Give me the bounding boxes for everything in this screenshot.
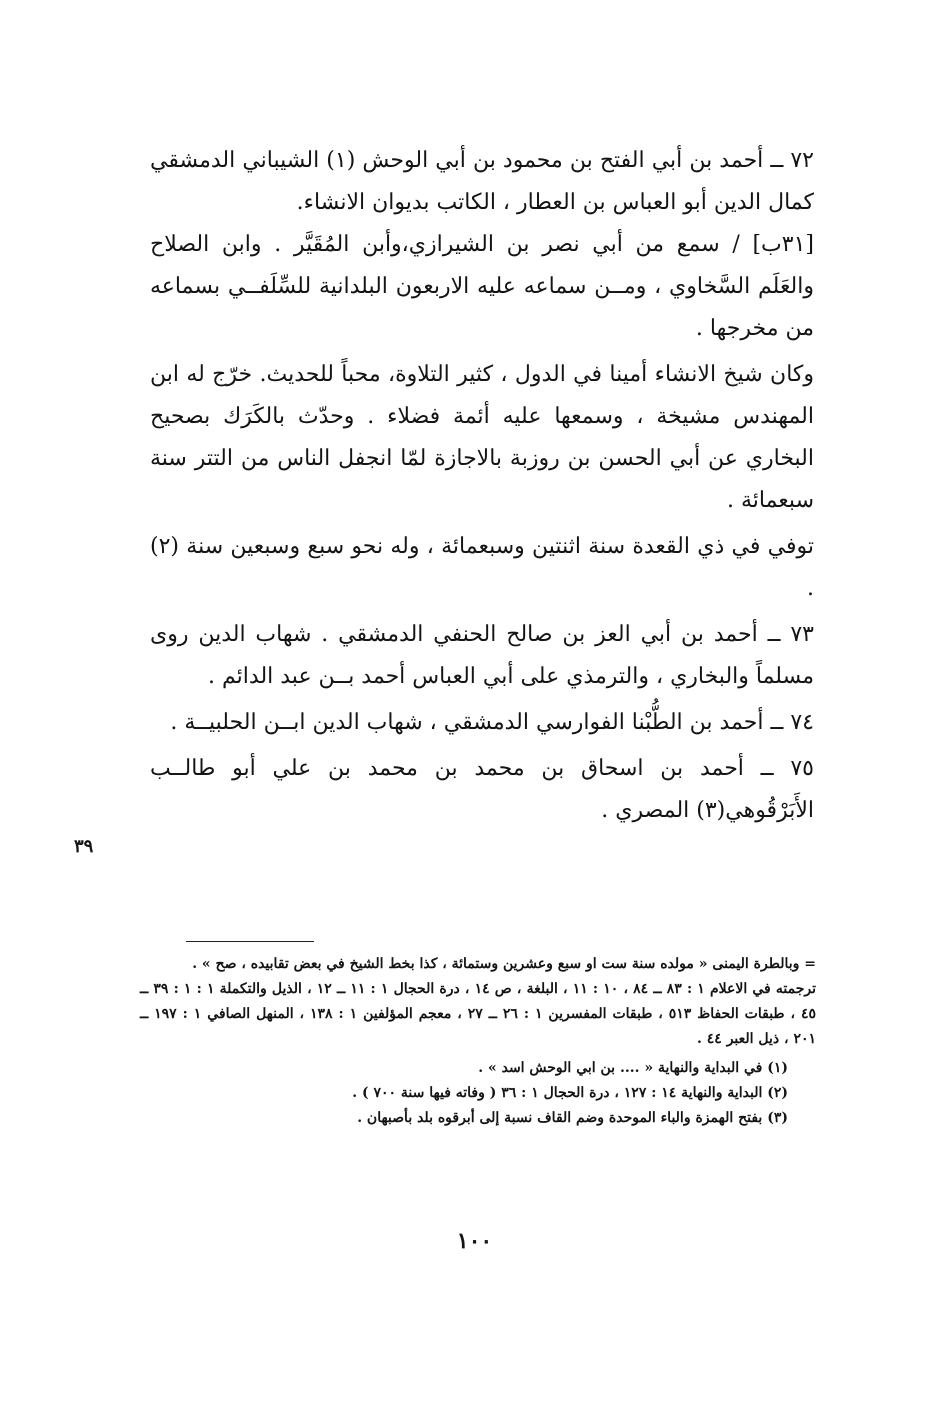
entry-73: ٧٣ ــ أحمد بن أبي العز بن صالح الحنفي الدمشقي . شهاب الدين روى مسلماً والبخاري ، والترمذي على أبي العباس أحمد بــن عبد الدائم . [150,622,814,689]
footnote-biography-sources: ترجمته في الاعلام ١ : ٨٣ ــ ٨٤ ، ١٠ : ١١ ، البلغة ، ص ١٤ ، درة الحجال ١ : ١١ ــ ١٢ ، الذيل والتكملة ١ : ١ : ٣٩ ــ ٤٥ ، طبقات الحفاظ ٥١٣ ، طبقات المفسرين ١ : ٢٦ ــ ٢٧ ، معجم المؤلفين ١ : ١٣٨ ، المنهل الصافي ١ : ١٩٧ ــ ٢٠١ ، ذيل العبر ٤٤ . [140,981,817,1047]
footnote-2: (٢) البداية والنهاية ١٤ : ١٢٧ ، درة الحجال ١ : ٣٦ ( وفاته فيها سنة ٧٠٠ ) . [352,1085,788,1101]
footnote-list [140,1056,816,1131]
entry-72-sources: [٣١ب] / سمع من أبي نصر بن الشيرازي،وأبن المُقَيَّر . وابن الصلاح والعَلَم السَّخاوي ، ومــن سماعه عليه الاربعون البلدانية للسِّلَفــي بسماعه من مخرجها . [150,232,814,341]
entry-72-heading: ٧٢ ــ أحمد بن أبي الفتح بن محمود بن أبي الوحش (١) الشيباني الدمشقي كمال الدين أبو العباس بن العطار ، الكاتب بديوان الانشاء. [150,148,814,215]
footnote-3: (٣) بفتح الهمزة والباء الموحدة وضم القاف نسبة إلى أبرقوه بلد بأصبهان . [357,1110,788,1126]
page-number: ١٠٠ [456,1228,493,1254]
entry-75: ٧٥ ــ أحمد بن اسحاق بن محمد بن محمد بن علي أبو طالــب الأَبَرْقُوهي(٣) المصري . [150,756,814,823]
main-text [150,140,814,832]
entry-74: ٧٤ ــ أحمد بن الطُّبْنا الفوارسي الدمشقي ، شهاب الدين ابــن الحلبيــة . [170,710,814,735]
footnote-continuation: = وبالطرة اليمنى « مولده سنة ست او سبع وعشرين وستمائة ، كذا بخط الشيخ في بعض تقابيده ، صح » . [192,956,816,972]
footnote-separator [186,941,314,942]
entry-72-death: توفي في ذي القعدة سنة اثنتين وسبعمائة ، وله نحو سبع وسبعين سنة (٢) . [150,534,814,601]
margin-folio-mark: ٣٩ [74,836,94,857]
footnotes [140,952,816,1131]
footnote-1: (١) في البداية والنهاية « .... بن ابي الوحش اسد » . [478,1060,788,1076]
entry-72-biography: وكان شيخ الانشاء أمينا في الدول ، كثير التلاوة، محباً للحديث. خرّج له ابن المهندس مشيخة ، وسمعها عليه أئمة فضلاء . وحدّث بالكَرَك بصحيح البخاري عن أبي الحسن بن روزبة بالاجازة لمّا انجفل الناس من التتر سنة سبعمائة . [150,362,814,513]
